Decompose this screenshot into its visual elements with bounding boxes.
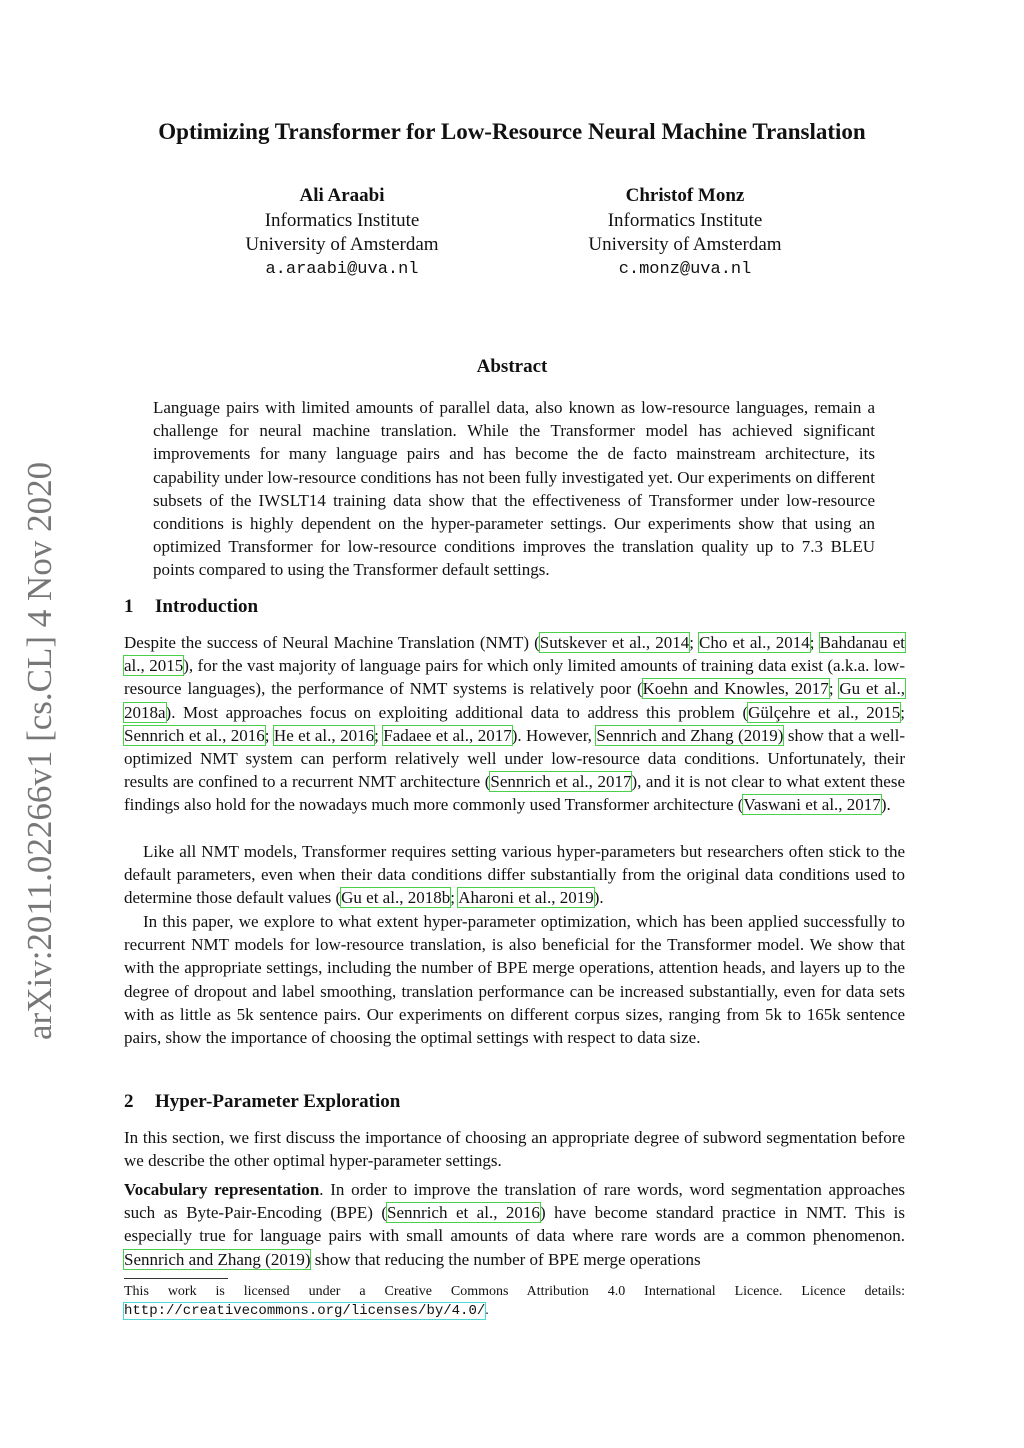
section-title: Introduction <box>155 596 259 617</box>
text-run: ). However, <box>511 725 597 745</box>
footnote-divider <box>124 1278 228 1279</box>
citation-link[interactable]: Koehn and Knowles, 2017 <box>642 679 829 699</box>
text-run: ; <box>828 679 840 699</box>
paper-title: Optimizing Transformer for Low-Resource Neural Machine Translation <box>158 119 866 144</box>
section-1-heading <box>124 596 258 618</box>
text-run: show that reducing the number of BPE merge operations <box>310 1249 701 1269</box>
text-run: show that a well-optimized NMT system can perform relatively well under low-resource data conditions. Unfortunately, their results are confined to a recurrent NMT architecture ( <box>124 725 905 792</box>
section-title: Hyper-Parameter Exploration <box>155 1091 401 1112</box>
section-number: 1 <box>124 596 134 617</box>
text-run: ), and it is not clear to what extent these findings also hold for the nowadays much more commonly used Transformer architecture ( <box>124 772 905 815</box>
author-email[interactable]: a.araabi@uva.nl <box>265 259 419 279</box>
text-run: ; <box>809 633 820 652</box>
text-run: ) have become standard practice in NMT. This is especially true for language pairs with small amounts of data where rare words are a common phenomenon. <box>124 1203 905 1246</box>
text-run: Like all NMT models, Transformer requires setting various hyper-parameters but researchers often stick to the default parameters, even when their data conditions differ substantially from the original data conditions used to determine those default values ( <box>124 842 905 908</box>
abstract-text: Language pairs with limited amounts of parallel data, also known as low-resource languages, remain a challenge for neural machine translation. While the Transformer model has achieved significant improvements for many language pairs and has become the de facto mainstream architecture, its capability under low-resource conditions has not been fully investigated yet. Our experiments on different subsets of the IWSLT14 training data show that the effectiveness of Transformer under low-resource conditions is highly dependent on the hyper-parameter settings. Our experiments show that using an optimized Transformer for low-resource conditions improves the translation quality up to 7.3 BLEU points compared to using the Transformer default settings. <box>153 398 875 580</box>
citation-link[interactable]: Sennrich et al., 2016 <box>387 1203 540 1223</box>
text-run: ; <box>264 725 274 745</box>
citation-link[interactable]: He et al., 2016 <box>273 725 375 745</box>
citation-link[interactable]: Gu et al., 2018b <box>341 888 451 908</box>
author-block-1 <box>192 184 492 282</box>
text-run: Despite the success of Neural Machine Translation (NMT) ( <box>124 633 540 652</box>
author-university: University of Amsterdam <box>588 234 782 255</box>
citation-link[interactable]: Sennrich et al., 2016 <box>124 725 265 745</box>
author-affiliation: Informatics Institute <box>264 209 420 231</box>
text-run: ; <box>689 633 700 652</box>
citation-link[interactable]: Sennrich and Zhang (2019) <box>596 725 784 745</box>
section-2-paragraph-2 <box>124 1178 905 1271</box>
author-name: Ali Araabi <box>299 185 385 206</box>
citation-link[interactable]: Sennrich et al., 2017 <box>490 772 632 792</box>
intro-paragraph-3: In this paper, we explore to what extent hyper-parameter optimization, which has been applied successfully to recurrent NMT models for low-resource translation, is also beneficial for the Transformer model. We show that with the appropriate settings, including the number of BPE merge operations, attention heads, and layers up to the degree of dropout and label smoothing, translation performance can be increased substantially, even for data sets with as little as 5k sentence pairs. Our experiments on different corpus sizes, ranging from 5k to 165k sentence pairs, show the importance of choosing the optimal settings with respect to data size. <box>124 912 905 1048</box>
author-block-2 <box>535 184 835 282</box>
text-run: ; <box>374 725 384 745</box>
license-url-link[interactable]: http://creativecommons.org/licenses/by/4.0/ <box>124 1303 486 1319</box>
text-run: ), for the vast majority of language pairs for which only limited amounts of training data exist (a.k.a. low-resource languages), the performance of NMT systems is relatively poor ( <box>124 656 905 699</box>
citation-link[interactable]: Sennrich and Zhang (2019) <box>124 1249 311 1269</box>
citation-link[interactable]: Bahdanau et al., 2015 <box>124 633 905 676</box>
section-number: 2 <box>124 1091 134 1112</box>
citation-link[interactable]: Cho et al., 2014 <box>699 633 810 652</box>
author-name: Christof Monz <box>625 185 745 206</box>
text-run: ). <box>880 795 891 815</box>
text-run: ; <box>900 702 905 722</box>
section-2-paragraph-1: In this section, we first discuss the importance of choosing an appropriate degree of subword segmentation before we describe the other optimal hyper-parameter settings. <box>124 1128 905 1171</box>
citation-link[interactable]: Sutskever et al., 2014 <box>539 633 690 652</box>
text-run: ). <box>593 888 604 908</box>
text-run: ; <box>450 888 459 908</box>
license-footnote <box>124 1282 905 1321</box>
text-run: . <box>485 1303 489 1318</box>
citation-link[interactable]: Vaswani et al., 2017 <box>743 795 881 815</box>
intro-paragraph-1 <box>124 631 905 817</box>
paragraph-heading: Vocabulary representation <box>124 1180 320 1199</box>
citation-link[interactable]: Fadaee et al., 2017 <box>383 725 512 745</box>
citation-link[interactable]: Gu et al., 2018a <box>124 679 905 722</box>
arxiv-stamp: arXiv:2011.02266v1 [cs.CL] 4 Nov 2020 <box>20 461 59 1040</box>
author-email[interactable]: c.monz@uva.nl <box>618 259 752 279</box>
text-run: . In order to improve the translation of rare words, word segmentation approaches such as Byte-Pair-Encoding (BPE) ( <box>124 1180 905 1223</box>
text-run: This work is licensed under a Creative Commons Attribution 4.0 International Licence. Licence details: <box>124 1284 905 1299</box>
author-university: University of Amsterdam <box>245 234 439 255</box>
citation-link[interactable]: Gülçehre et al., 2015 <box>748 702 901 722</box>
abstract-heading: Abstract <box>476 356 548 377</box>
text-run: ). Most approaches focus on exploiting additional data to address this problem ( <box>165 702 749 722</box>
citation-link[interactable]: Aharoni et al., 2019 <box>458 888 594 908</box>
section-2-heading <box>124 1091 400 1113</box>
author-affiliation: Informatics Institute <box>607 209 763 231</box>
intro-paragraph-2 <box>124 840 905 910</box>
